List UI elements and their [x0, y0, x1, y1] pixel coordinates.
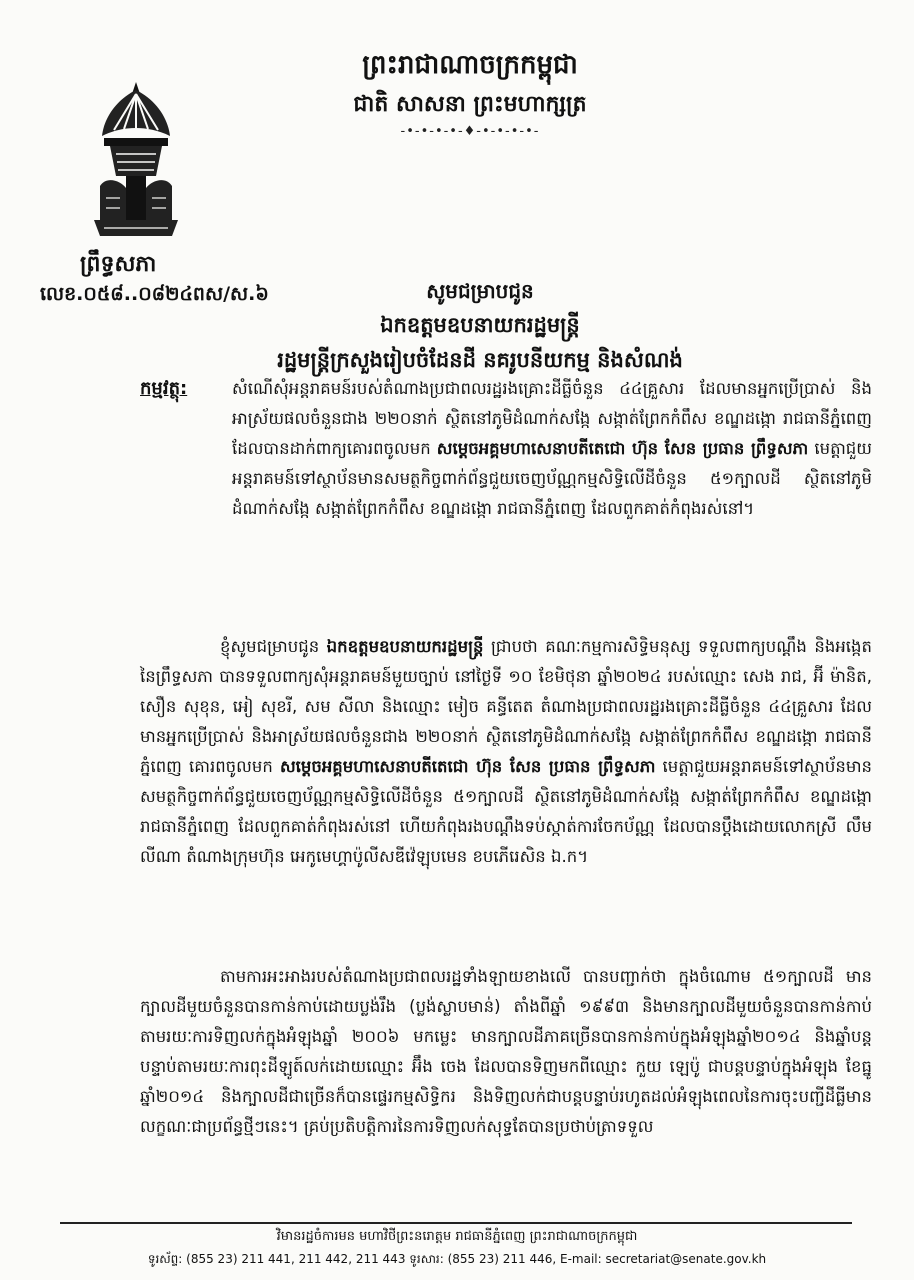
- subject-text-b: មេត្តាជួយអន្តរាគមន៍ទៅស្ថាប័នមានសមត្ថកិច្ចពាក់ព័ន្ធជួយចេញប័ណ្ណកម្មសិទ្ធិលើដីចំនួន ៥១ក្បាលដី ស្ថិតនៅភូមិដំណាក់សង្កែ សង្កាត់ព្រែកកំពឹស ខណ្ឌដង្កោ រាជធានីភ្នំពេញ ដែលពួកគាត់កំពុងរស់នៅ។: [232, 439, 872, 518]
- subject-text-a: សំណើសុំអន្តរាគមន៍របស់តំណាងប្រជាពលរដ្ឋរងគ្រោះដីធ្លីចំនួន ៤៤គ្រួសារ ដែលមានអ្នកប្រើប្រាស់ និងអាស្រ័យផលចំនួនជាង ២២០នាក់ ស្ថិតនៅភូមិដំណាក់សង្កែ សង្កាត់ព្រែកកំពឹស ខណ្ឌដង្កោ រាជធានីភ្នំពេញ ដែលបានដាក់ពាក្យគោរពចូលមក: [232, 379, 872, 458]
- footer: [0, 1228, 914, 1269]
- footer-divider: [60, 1222, 852, 1224]
- footer-contact: ទូរស័ព្ទ: (855 23) 211 441, 211 442, 211 443 ទូរសារ: (855 23) 211 446, E-mail: secretariat@senate.gov.kh: [147, 1252, 767, 1266]
- p1-e: មេត្តាជួយអន្តរាគមន៍ទៅស្ថាប័នមានសមត្ថកិច្ចពាក់ព័ន្ធជួយចេញប័ណ្ណកម្មសិទ្ធិលើដីចំនួន ៥១ក្បាលដី ស្ថិតនៅភូមិដំណាក់សង្កែ សង្កាត់ព្រែកកំពឹស ខណ្ឌដង្កោ រាជធានីភ្នំពេញ ដែលពួកគាត់កំពុងរស់នៅ ហើយកំពុងរងបណ្តឹងទប់ស្កាត់ការចែកប័ណ្ណ ដែលបានប្តឹងដោយលោកស្រី លឹម លីណា តំណាងក្រុមហ៊ុន អេកូមេហ្គាប៉ូលីសឌីវ៉េឡុបមេន ខបភើរេសិន ឯ.ក។: [140, 757, 872, 866]
- recipient-block: [200, 278, 760, 378]
- body-paragraph-2: តាមការអះអាងរបស់តំណាងប្រជាពលរដ្ឋទាំងឡាយខាងលើ បានបញ្ជាក់ថា ក្នុងចំណោម ៥១ក្បាលដី មានក្បាលដីមួយចំនួនបានកាន់កាប់ដោយប្លង់រឹង (ប្លង់ស្លាបមាន់) តាំងពីឆ្នាំ ១៩៩៣ និងមានក្បាលដីមួយចំនួនបានកាន់កាប់តាមរយៈការទិញលក់ក្នុងអំឡុងឆ្នាំ ២០០៦ មកម្លេះ មានក្បាលដីភាគច្រើនបានកាន់កាប់ក្នុងអំឡុងឆ្នាំ២០១៤ និងឆ្នាំបន្តបន្ទាប់តាមរយៈការពុះដីឡូត៍លក់ដោយឈ្មោះ អ៊ឹង ចេង ដែលបានទិញមកពីឈ្មោះ កួយ ឡេប៉ូ ជាបន្តបន្ទាប់ក្នុងអំឡុង ខែធ្នូ ឆ្នាំ២០១៤ និងក្បាលដីជាច្រើនក៏បានផ្ទេរកម្មសិទ្ធិករ និងទិញលក់ជាបន្តបន្ទាប់រហូតដល់អំឡុងពេលនៃការចុះបញ្ជីដីធ្លីមានលក្ខណៈជាប្រព័ន្ធថ្មីៗនេះ។ គ្រប់ប្រតិបត្តិការនៃការទិញលក់សុទ្ធតែបានប្រថាប់ត្រាទទួល: [140, 967, 872, 1136]
- reference-number: លេខ.០៥៨..០៨២៤ពស/ស.៦: [40, 283, 269, 305]
- salutation: សូមជម្រាបជូន: [426, 279, 534, 303]
- recipient-title: ឯកឧត្តមឧបនាយករដ្ឋមន្ត្រី: [380, 313, 580, 337]
- subject-text: [232, 374, 872, 524]
- subject-text-bold: សម្តេចអគ្គមហាសេនាបតីតេជោ ហ៊ុន សែន ប្រធាន ព្រឹទ្ធសភា: [436, 439, 809, 458]
- recipient-ministry: រដ្ឋមន្ត្រីក្រសួងរៀបចំដែនដី នគរូបនីយកម្ម និងសំណង់: [277, 348, 683, 372]
- letterhead: [330, 48, 610, 139]
- kingdom-title: ព្រះរាជាណាចក្រកម្ពុជា: [362, 50, 578, 80]
- body-paragraph-1: [140, 632, 872, 872]
- p1-bold-recipient: ឯកឧត្តមឧបនាយករដ្ឋមន្ត្រី: [326, 637, 484, 656]
- p1-bold-president: សម្តេចអគ្គមហាសេនាបតីតេជោ ហ៊ុន សែន ប្រធាន ព្រឹទ្ធសភា: [279, 757, 656, 776]
- ornament-divider: -•-•-•-•-♦-•-•-•-•-: [400, 124, 540, 139]
- p1-a: ខ្ញុំសូមជម្រាបជូន: [220, 637, 327, 656]
- p1-c: ជ្រាបថា គណៈកម្មការសិទ្ធិមនុស្ស ទទួលពាក្យបណ្តឹង និងអង្កេត នៃព្រឹទ្ធសភា បានទទួលពាក្យសុំអន្តរាគមន៍មួយច្បាប់ នៅថ្ងៃទី ១០ ខែមិថុនា ឆ្នាំ២០២៤ របស់ឈ្មោះ សេង រាជ, អ៊ី ម៉ានិត, សឿន សុខុន, អៀ សុខរី, សម សីលា និងឈ្មោះ មៀច គន្ធីតេត តំណាងប្រជាពលរដ្ឋរងគ្រោះដីធ្លីចំនួន ៤៤គ្រួសារ ដែលមានអ្នកប្រើប្រាស់ និងអាស្រ័យផលចំនួនជាង ២២០នាក់ ស្ថិតនៅភូមិដំណាក់សង្កែ សង្កាត់ព្រែកកំពឹស ខណ្ឌដង្កោ រាជធានីភ្នំពេញ គោរពចូលមក: [140, 637, 872, 776]
- national-motto: ជាតិ សាសនា ព្រះមហាក្សត្រ: [353, 92, 587, 117]
- subject-label: កម្មវត្ថុ:: [140, 378, 188, 399]
- senate-emblem-icon: [86, 80, 186, 240]
- institution-name: ព្រឹទ្ធសភា: [80, 252, 157, 277]
- footer-address: វិមានរដ្ឋចំការមន មហាវិថីព្រះនរោត្តម រាជធានីភ្នំពេញ ព្រះរាជាណាចក្រកម្ពុជា: [276, 1229, 638, 1244]
